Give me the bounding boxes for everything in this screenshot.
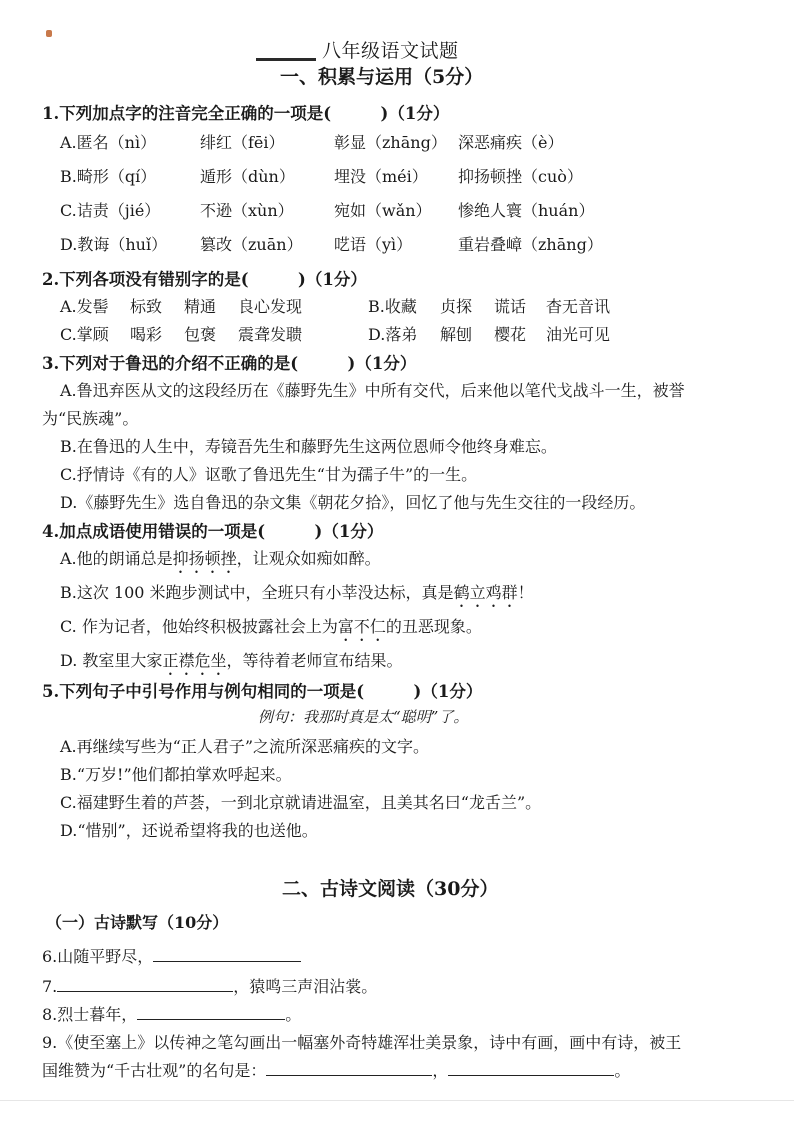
q2-a-2: 标致 bbox=[130, 297, 163, 316]
q2-a-4: 良心发现 bbox=[238, 297, 303, 316]
q8 bbox=[42, 1002, 301, 1025]
q1-stem: 1.下列加点字的注音完全正确的一项是( )（1分） bbox=[42, 104, 450, 123]
q1-b-2: 遁形（dùn） bbox=[200, 167, 295, 186]
q3-d: D.《藤野先生》选自鲁迅的杂文集《朝花夕拾》，回忆了他与先生交往的一段经历。 bbox=[60, 493, 646, 512]
q5-d: D.“惜别”，还说希望将我的也送他。 bbox=[60, 821, 318, 840]
q4-a-idiom: 抑扬顿挫 bbox=[172, 549, 237, 568]
q1-c-2: 不逊（xùn） bbox=[200, 201, 294, 220]
q9-answer-blank-1[interactable] bbox=[266, 1061, 432, 1076]
q2-b-2: 贞探 bbox=[440, 297, 473, 316]
scan-mark bbox=[46, 30, 52, 37]
q7-answer-blank[interactable] bbox=[57, 977, 233, 992]
q8-post: 。 bbox=[285, 1005, 302, 1024]
q1-c-3: 宛如（wǎn） bbox=[334, 201, 432, 220]
q5-stem: 5.下列句子中引号作用与例句相同的一项是( )（1分） bbox=[42, 682, 483, 701]
scan-smudge bbox=[256, 58, 316, 61]
q5-c: C.福建野生着的芦荟，一到北京就请进温室，且美其名曰“龙舌兰”。 bbox=[60, 793, 542, 812]
q4-d-idiom: 正襟危坐 bbox=[162, 651, 227, 670]
q1-c-4: 惨绝人寰（huán） bbox=[458, 201, 595, 220]
q4-a-post: ，让观众如痴如醉。 bbox=[236, 549, 381, 568]
q4-b bbox=[60, 580, 534, 611]
q9-end: 。 bbox=[614, 1061, 631, 1080]
q1-d-2: 篡改（zuān） bbox=[200, 235, 303, 254]
q1-a-2: 绯红（fēi） bbox=[200, 133, 285, 152]
q2-a-3: 精通 bbox=[184, 297, 217, 316]
q2-d-3: 樱花 bbox=[494, 325, 527, 344]
q2-d-1: D.落弟 bbox=[368, 325, 418, 344]
q6-pre: 6.山随平野尽， bbox=[42, 947, 154, 966]
q9-line1: 9.《使至塞上》以传神之笔勾画出一幅塞外奇特雄浑壮美景象，诗中有画，画中有诗，被王 bbox=[42, 1033, 682, 1052]
q2-c-3: 包褒 bbox=[184, 325, 217, 344]
q7-post: ，猿鸣三声泪沾裳。 bbox=[233, 977, 378, 996]
q1-d-4: 重岩叠嶂（zhāng） bbox=[458, 235, 603, 254]
exam-title: 八年级语文试题 bbox=[322, 40, 459, 62]
q5-a: A.再继续写些为“正人君子”之流所深恶痛疾的文字。 bbox=[60, 737, 430, 756]
q1-b-1: B.畸形（qí） bbox=[60, 167, 157, 186]
q1-a-1: A.匿名（nì） bbox=[60, 133, 157, 152]
q4-a bbox=[60, 546, 381, 577]
q2-b-1: B.收藏 bbox=[368, 297, 417, 316]
q1-a-4: 深恶痛疾（è） bbox=[458, 133, 564, 152]
q3-c: C.抒情诗《有的人》讴歌了鲁迅先生“甘为孺子牛”的一生。 bbox=[60, 465, 478, 484]
section2-sub1: （一）古诗默写（10分） bbox=[46, 913, 229, 932]
q4-b-idiom: 鹤立鸡群 bbox=[453, 583, 518, 602]
q6-answer-blank[interactable] bbox=[153, 947, 301, 962]
q5-example: 例句：我那时真是太“聪明”了。 bbox=[258, 708, 469, 726]
q2-d-4: 油光可见 bbox=[546, 325, 611, 344]
section2-title: 二、古诗文阅读（30分） bbox=[282, 878, 499, 900]
q4-c-pre: C. 作为记者，他始终积极披露社会上为 bbox=[60, 617, 338, 636]
q9-line2 bbox=[42, 1058, 630, 1081]
q9-line2-pre: 国维赞为“千古壮观”的名句是： bbox=[42, 1061, 267, 1080]
q2-a-1: A.发髻 bbox=[60, 297, 109, 316]
q3-stem: 3.下列对于鲁迅的介绍不正确的是( )（1分） bbox=[42, 354, 417, 373]
q1-a-3: 彰显（zhāng） bbox=[334, 133, 447, 152]
q4-c bbox=[60, 614, 482, 645]
q4-c-idiom: 富不仁 bbox=[337, 617, 386, 636]
q7-pre: 7. bbox=[42, 977, 58, 996]
q2-b-3: 谎话 bbox=[494, 297, 527, 316]
q1-b-4: 抑扬顿挫（cuò） bbox=[458, 167, 583, 186]
q1-d-1: D.教诲（huǐ） bbox=[60, 235, 168, 254]
q1-b-3: 埋没（méi） bbox=[334, 167, 428, 186]
q4-d-post: ，等待着老师宣布结果。 bbox=[226, 651, 403, 670]
q1-d-3: 呓语（yì） bbox=[334, 235, 413, 254]
q4-stem: 4.加点成语使用错误的一项是( )（1分） bbox=[42, 522, 384, 541]
page-bottom-divider bbox=[0, 1100, 794, 1101]
q3-a-line1: A.鲁迅弃医从文的这段经历在《藤野先生》中所有交代，后来他以笔代戈战斗一生，被誉 bbox=[60, 381, 685, 400]
q2-c-4: 震聋发聩 bbox=[238, 325, 303, 344]
q9-answer-blank-2[interactable] bbox=[448, 1061, 614, 1076]
q1-c-1: C.诘责（jié） bbox=[60, 201, 161, 220]
q4-b-pre: B.这次 100 米跑步测试中，全班只有小莘没达标，真是 bbox=[60, 583, 454, 602]
q6 bbox=[42, 944, 301, 967]
q8-answer-blank[interactable] bbox=[137, 1005, 285, 1020]
q2-d-2: 解刨 bbox=[440, 325, 473, 344]
q9-sep: ， bbox=[432, 1061, 449, 1080]
q4-c-post: 的丑恶现象。 bbox=[385, 617, 482, 636]
q4-b-post: ！ bbox=[517, 583, 534, 602]
q4-d bbox=[60, 648, 402, 679]
q3-b: B.在鲁迅的人生中，寿镜吾先生和藤野先生这两位恩师令他终身难忘。 bbox=[60, 437, 557, 456]
q4-a-pre: A.他的朗诵总是 bbox=[60, 549, 173, 568]
section1-title: 一、积累与运用（5分） bbox=[280, 66, 484, 88]
q3-a-line2: 为“民族魂”。 bbox=[42, 409, 139, 428]
q7 bbox=[42, 974, 377, 997]
q2-stem: 2.下列各项没有错别字的是( )（1分） bbox=[42, 270, 367, 289]
q5-b: B.“万岁!”他们都拍掌欢呼起来。 bbox=[60, 765, 292, 784]
q4-d-pre: D. 教室里大家 bbox=[60, 651, 163, 670]
q2-b-4: 杳无音讯 bbox=[546, 297, 611, 316]
q2-c-2: 喝彩 bbox=[130, 325, 163, 344]
q2-c-1: C.掌顾 bbox=[60, 325, 109, 344]
q8-pre: 8.烈士暮年， bbox=[42, 1005, 138, 1024]
